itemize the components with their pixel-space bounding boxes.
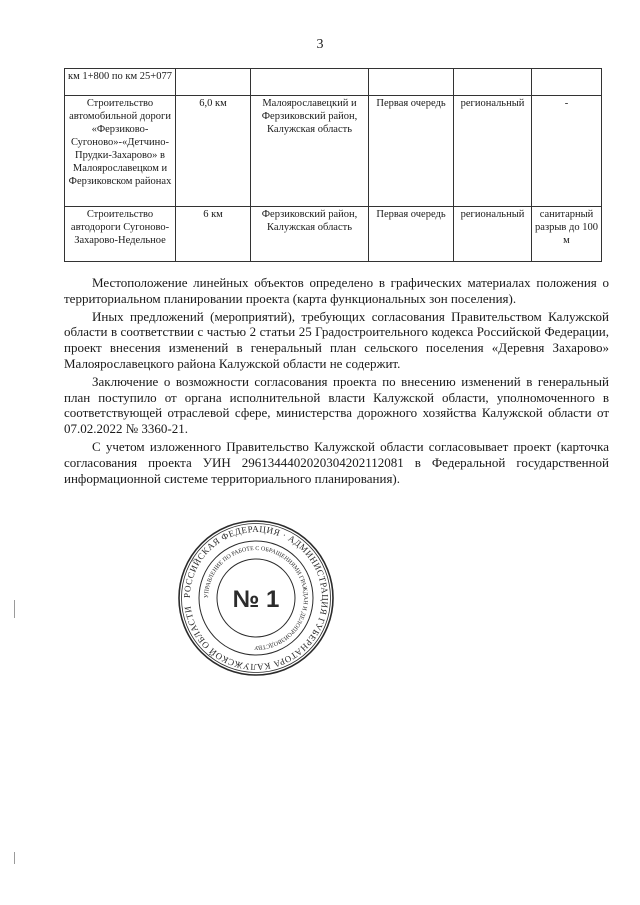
table-cell: Малоярославецкий и Ферзиковский район, Калужская область <box>251 96 369 207</box>
table-cell <box>369 69 454 96</box>
table-cell: Первая очередь <box>369 96 454 207</box>
table-row <box>65 69 602 96</box>
table-row <box>65 96 602 207</box>
page-number: 3 <box>316 37 324 52</box>
paragraph: С учетом изложенного Правительство Калужской области согласовывает проект (карточка согласования проекта УИН 29613444020203042021120​81 в Федеральной государственной информационной системе территориального планирования). <box>64 438 609 486</box>
seal-number: № 1 <box>232 586 280 613</box>
table-cell <box>176 69 251 96</box>
table-cell: Первая очередь <box>369 207 454 262</box>
table-cell: км 1+800 по км 25+077 <box>65 69 176 96</box>
body-text <box>64 275 609 488</box>
seal-outer-text: РОССИЙСКАЯ ФЕДЕРАЦИЯ · АДМИНИСТРАЦИЯ ГУБЕРНАТОРА КАЛУЖСКОЙ ОБЛАСТИ <box>181 523 331 673</box>
table-cell: санитарный разрыв до 100 м <box>532 207 602 262</box>
seal-graphic <box>176 518 336 678</box>
table-cell: 6,0 км <box>176 96 251 207</box>
table-cell <box>454 69 532 96</box>
paragraph: Заключение о возможности согласования проекта по внесению изменений в генеральный план поступило от органа исполнительной власти Калужской области, уполномоченного в соответствующей отраслевой сфере, министерства дорожного хозяйства Калужской области от 07.02.2022 № 3360-21. <box>64 373 609 437</box>
table-cell: Строительство автодороги Сугоново-Захарово-Недельное <box>65 207 176 262</box>
scan-mark <box>14 852 15 864</box>
table-cell <box>251 69 369 96</box>
linear-objects-table <box>64 68 602 262</box>
table-cell: Строительство автомобильной дороги «Ферзиково-Сугоново»-«Детчино-Прудки-Захарово» в Малоярославецком и Ферзиковском районах <box>65 96 176 207</box>
paragraph: Местоположение линейных объектов определено в графических материалах положения о территориальном планировании проекта (карта функциональных зон поселения). <box>64 275 609 306</box>
table-cell <box>532 69 602 96</box>
table-row <box>65 207 602 262</box>
scan-mark <box>14 600 15 618</box>
seal-inner-text: УПРАВЛЕНИЕ ПО РАБОТЕ С ОБРАЩЕНИЯМИ ГРАЖДАН И ДЕЛОПРОИЗВОДСТВУ <box>203 545 309 651</box>
table-cell: региональный <box>454 96 532 207</box>
table-cell: - <box>532 96 602 207</box>
official-seal <box>176 518 336 678</box>
paragraph: Иных предложений (мероприятий), требующих согласования Правительством Калужской области в соответствии с частью 2 статьи 25 Градостроительного кодекса Российской Федерации, проект внесения изменений в генеральный план сельского поселения «Деревня Захарово» Малоярославецкого района Калужской области не содержит. <box>64 308 609 371</box>
table-cell: региональный <box>454 207 532 262</box>
table-cell: Ферзиковский район, Калужская область <box>251 207 369 262</box>
table-cell: 6 км <box>176 207 251 262</box>
